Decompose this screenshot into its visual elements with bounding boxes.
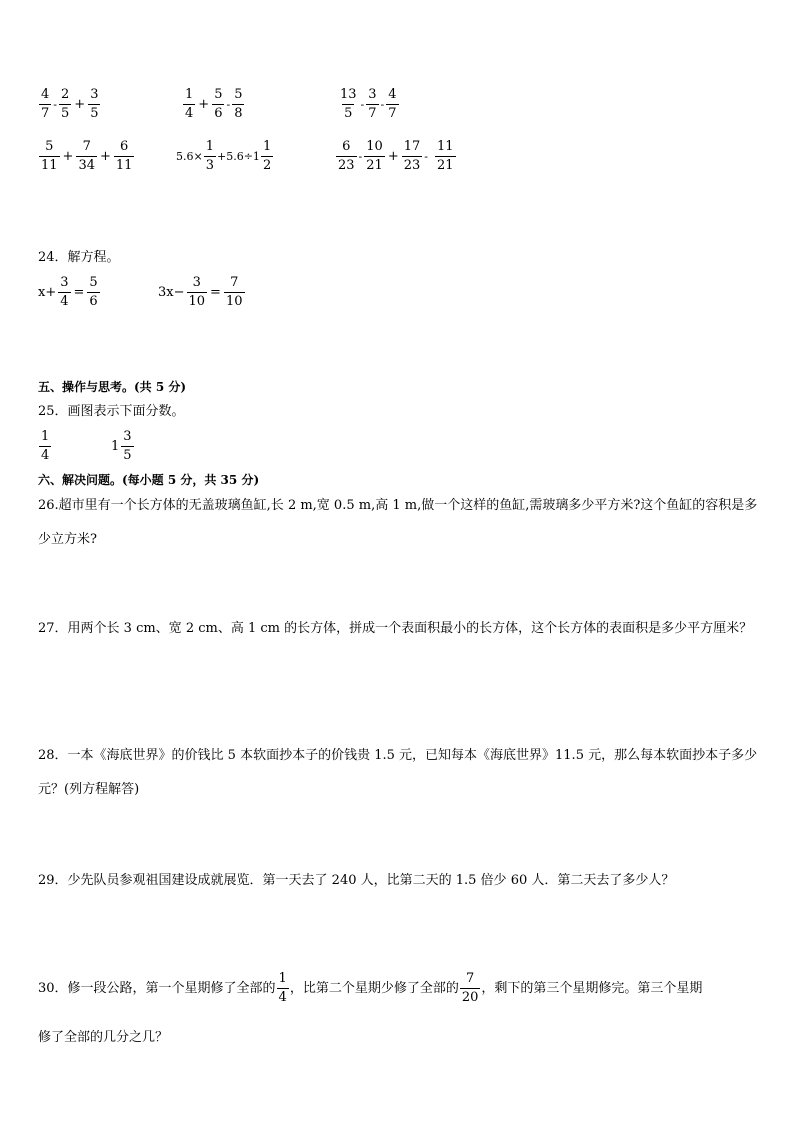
q25-mixed-number xyxy=(111,430,135,463)
numerator: 7 xyxy=(230,275,239,290)
numerator: 4 xyxy=(388,87,397,102)
numerator: 17 xyxy=(403,139,421,154)
calc-r1c2 xyxy=(182,88,245,121)
denominator: 21 xyxy=(366,158,383,173)
operator: - xyxy=(226,98,231,111)
operator: + xyxy=(387,149,399,164)
fraction xyxy=(402,140,423,173)
numerator: 7 xyxy=(82,139,91,154)
operator: - xyxy=(360,98,365,111)
fraction xyxy=(232,88,244,121)
numerator: 1 xyxy=(41,429,50,444)
denominator: 5 xyxy=(90,106,99,121)
fraction xyxy=(39,430,51,463)
denominator: 11 xyxy=(41,158,58,173)
section-6-heading: 六、解决问题。(每小题 5 分，共 35 分) xyxy=(38,473,260,487)
calc-r1c1 xyxy=(38,88,101,121)
q30-text: 30．修一段公路，第一个星期修了全部的 xyxy=(38,980,276,996)
operator: + xyxy=(100,149,111,164)
q30-line-1 xyxy=(38,972,702,1005)
denominator: 5 xyxy=(123,448,132,463)
q30-text: ，比第二个星期少修了全部的 xyxy=(289,980,459,996)
numerator: 5 xyxy=(89,275,98,290)
fraction xyxy=(114,140,135,173)
operator: + xyxy=(62,149,74,164)
q25-fraction-1 xyxy=(38,430,52,463)
denominator: 3 xyxy=(205,158,214,173)
numerator: 1 xyxy=(262,139,272,154)
fraction xyxy=(366,88,378,121)
denominator: 23 xyxy=(338,158,355,173)
denominator: 7 xyxy=(368,106,377,121)
fraction xyxy=(59,88,71,121)
denominator: 10 xyxy=(225,294,243,309)
denominator: 6 xyxy=(214,106,223,121)
numerator: 5 xyxy=(214,87,223,102)
numerator: 1 xyxy=(278,971,287,986)
expression-text: 5.6× xyxy=(176,150,203,163)
fraction xyxy=(58,276,70,309)
q26-text: 26.超市里有一个长方体的无盖玻璃鱼缸,长 2 m,宽 0.5 m,高 1 m,做一个这样的鱼缸,需玻璃多少平方米?这个鱼缸的容积是多少立方米? xyxy=(38,498,758,547)
numerator: 11 xyxy=(436,139,454,154)
numerator: 1 xyxy=(185,87,194,102)
operator: - xyxy=(380,98,385,111)
denominator: 34 xyxy=(78,158,95,173)
operator: + xyxy=(74,97,86,112)
denominator: 7 xyxy=(41,106,50,121)
numerator: 13 xyxy=(340,87,357,102)
numerator: 3 xyxy=(90,87,99,102)
numerator: 3 xyxy=(192,275,201,290)
denominator: 6 xyxy=(89,294,98,309)
fraction xyxy=(87,276,99,309)
q27-text: 27．用两个长 3 cm、宽 2 cm、高 1 cm 的长方体，拼成一个表面积最小的长方体，这个长方体的表面积是多少平方厘米？ xyxy=(38,621,753,636)
denominator: 23 xyxy=(403,158,421,173)
fraction xyxy=(76,140,97,173)
q25-text: 25．画图表示下面分数。 xyxy=(38,404,185,419)
numerator: 7 xyxy=(465,971,475,986)
calc-r2c2 xyxy=(176,140,274,173)
equation-1 xyxy=(38,276,101,309)
fraction xyxy=(338,88,359,121)
numerator: 5 xyxy=(45,139,54,154)
section-5-heading: 五、操作与思考。(共 5 分) xyxy=(38,380,187,394)
numerator: 3 xyxy=(60,275,69,290)
fraction xyxy=(261,140,273,173)
fraction xyxy=(460,972,481,1005)
denominator: 2 xyxy=(262,158,272,173)
denominator: 4 xyxy=(60,294,69,309)
numerator: 2 xyxy=(61,87,70,102)
operator: - xyxy=(53,98,57,111)
fraction xyxy=(39,140,60,173)
denominator: 8 xyxy=(234,106,243,121)
numerator: 5 xyxy=(234,87,243,102)
operator: - xyxy=(358,150,363,163)
fraction xyxy=(39,88,51,121)
denominator: 4 xyxy=(41,448,50,463)
numerator: 3 xyxy=(368,87,377,102)
expression-text: +5.6÷1 xyxy=(217,150,260,163)
equation-prefix: x+ xyxy=(38,285,57,300)
numerator: 6 xyxy=(120,139,129,154)
fraction xyxy=(224,276,245,309)
fraction xyxy=(187,276,208,309)
denominator: 4 xyxy=(185,106,194,121)
operator: + xyxy=(198,97,210,112)
denominator: 11 xyxy=(115,158,133,173)
denominator: 5 xyxy=(344,106,353,121)
operator: - xyxy=(424,150,428,163)
whole-part: 1 xyxy=(111,439,120,454)
equals-sign: = xyxy=(210,285,221,300)
numerator: 3 xyxy=(123,429,132,444)
fraction xyxy=(364,140,385,173)
denominator: 10 xyxy=(188,294,206,309)
calc-r1c3 xyxy=(337,88,400,121)
fraction xyxy=(204,140,216,173)
q30-line-2: 修了全部的几分之几？ xyxy=(38,1030,169,1045)
fraction xyxy=(88,88,100,121)
numerator: 6 xyxy=(342,139,351,154)
q28-text: 28．一本《海底世界》的价钱比 5 本软面抄本子的价钱贵 1.5 元，已知每本《海底世界》11.5 元，那么每本软面抄本子多少元？(列方程解答) xyxy=(38,748,758,797)
calc-r2c3 xyxy=(335,140,457,173)
equation-prefix: 3x− xyxy=(158,285,185,300)
fraction xyxy=(386,88,398,121)
fraction xyxy=(183,88,195,121)
numerator: 10 xyxy=(366,139,383,154)
q29-text: 29．少先队员参观祖国建设成就展览．第一天去了 240 人，比第二天的 1.5 倍少 60 人．第二天去了多少人？ xyxy=(38,873,675,888)
equation-2 xyxy=(158,276,246,309)
fraction xyxy=(212,88,224,121)
fraction xyxy=(435,140,456,173)
numerator: 1 xyxy=(205,139,214,154)
calc-r2c1 xyxy=(38,140,135,173)
q30-text: ，剩下的第三个星期修完。第三个星期 xyxy=(481,980,703,996)
denominator: 5 xyxy=(61,106,70,121)
q24-label: 24．解方程。 xyxy=(38,250,120,265)
fraction xyxy=(121,430,133,463)
denominator: 7 xyxy=(388,106,397,121)
denominator: 20 xyxy=(461,990,479,1005)
numerator: 4 xyxy=(41,87,50,102)
denominator: 21 xyxy=(436,158,454,173)
denominator: 4 xyxy=(278,990,287,1005)
fraction xyxy=(277,972,289,1005)
equals-sign: = xyxy=(73,285,85,300)
fraction xyxy=(336,140,357,173)
